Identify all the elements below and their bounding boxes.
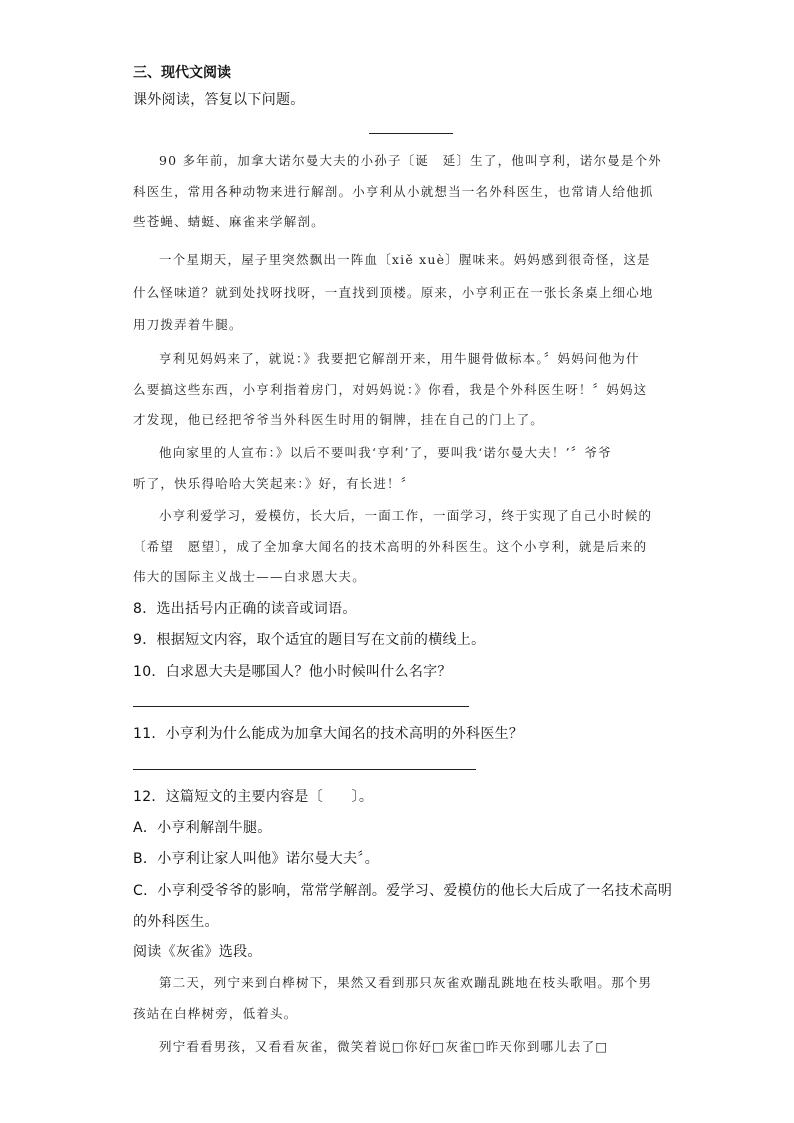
passage-line: 列宁看看男孩，又看看灰雀，微笑着说□你好□灰雀□昨天你到哪儿去了□ — [159, 1039, 609, 1054]
option-c-continued: 的外科医生。 — [133, 914, 219, 930]
passage-line: 么要搞这些东西，小亨利指着房门，对妈妈说：》你看，我是个外科医生呀！〞妈妈这 — [133, 382, 648, 397]
passage-line: 什么怪味道？就到处找呀找呀，一直找到顶楼。原来，小亨利正在一张长条桌上细心地 — [133, 285, 654, 300]
reading-2-intro: 阅读《灰雀》选段。 — [133, 944, 262, 960]
question-9: 9．根据短文内容，取个适宜的题目写在文前的横线上。 — [133, 632, 486, 648]
question-11: 11．小亨利为什么能成为加拿大闻名的技术高明的外科医生？ — [133, 726, 524, 742]
answer-line-11[interactable] — [133, 769, 476, 770]
option-b[interactable]: B．小亨利让家人叫他》诺尔曼大夫〞。 — [133, 851, 380, 867]
passage-line: 90 多年前，加拿大诺尔曼大夫的小孙子〔诞 延〕生了，他叫亨利，诺尔曼是个外 — [159, 153, 662, 168]
question-12: 12．这篇短文的主要内容是〔 〕。 — [133, 789, 374, 805]
passage-line: 小亨利爱学习，爱模仿，长大后，一面工作，一面学习，终于实现了自己小时候的 — [159, 508, 653, 523]
passage-line: 用刀拨弄着牛腿。 — [133, 317, 243, 332]
passage-line: 才发现，他已经把爷爷当外科医生时用的铜牌，挂在自己的门上了。 — [133, 412, 545, 427]
passage-line: 些苍蝇、蜻蜓、麻雀来学解剖。 — [133, 214, 325, 229]
section-title: 三、现代文阅读 — [133, 65, 231, 81]
option-a[interactable]: A．小亨利解剖牛腿。 — [133, 820, 272, 836]
instruction: 课外阅读，答复以下问题。 — [133, 92, 305, 108]
passage-line: 听了，快乐得哈哈大笑起来：》好，有长进！〞 — [133, 476, 415, 491]
passage-line: 孩站在白桦树旁，低着头。 — [133, 1006, 298, 1021]
passage-line: 伟大的国际主义战士——白求恩大夫。 — [133, 569, 366, 584]
passage-line: 他向家里的人宣布：》以后不要叫我‘亨利’了，要叫我‘诺尔曼大夫！’〞爷爷 — [159, 445, 612, 460]
passage-line: 一个星期天，屋子里突然飘出一阵血〔xiě xuè〕腥味来。妈妈感到很奇怪，这是 — [159, 252, 651, 267]
title-blank-line — [369, 133, 453, 134]
option-c[interactable]: C．小亨利受爷爷的影响，常常学解剖。爱学习、爱模仿的他长大后成了一名技术高明 — [133, 883, 673, 899]
passage-line: 科医生，常用各种动物来进行解剖。小亨利从小就想当一名外科医生，也常请人给他抓 — [133, 184, 654, 199]
question-10: 10．白求恩大夫是哪国人？他小时候叫什么名字？ — [133, 664, 452, 680]
passage-line: 第二天，列宁来到白桦树下，果然又看到那只灰雀欢蹦乱跳地在枝头歌唱。那个男 — [159, 975, 653, 990]
question-8: 8．选出括号内正确的读音或词语。 — [133, 601, 357, 617]
answer-line-10[interactable] — [133, 706, 469, 707]
passage-line: 亨利见妈妈来了，就说：》我要把它解剖开来，用牛腿骨做标本。〞妈妈问他为什 — [159, 351, 640, 366]
passage-line: 〔希望 愿望〕，成了全加拿大闻名的技术高明的外科医生。这个小亨利，就是后来的 — [133, 539, 648, 554]
